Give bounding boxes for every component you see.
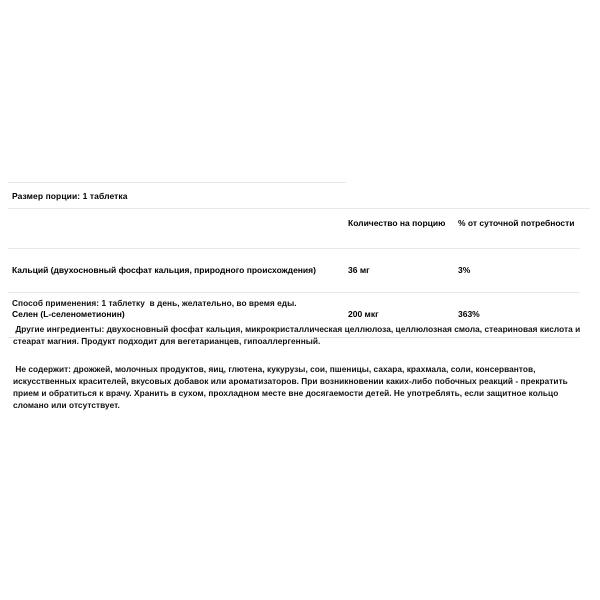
nutrition-table-header (0, 209, 600, 239)
usage-directions-text: Способ применения: 1 таблетку в день, желательно, во время еды. (12, 298, 297, 308)
table-header-row (0, 209, 600, 239)
serving-size-label: Размер порции: 1 таблетка (12, 191, 128, 201)
nutrient-daily-value: 363% (458, 309, 480, 320)
column-header-nutrient (0, 209, 348, 239)
nutrient-name: Селен (L-селенометионин) (12, 309, 125, 320)
free-from-warnings-text: Не содержит: дрожжей, молочных продуктов, яиц, глютена, кукурузы, сои, пшеницы, сахара, крахмала, соли, консервантов, искусственных красителей, вкусовых добавок или ароматизаторов. При возникновении каких-либо побочных реакций - прекратить прием и обратиться к врачу. Хранить в сухом, прохладном месте вне досягаемости детей. Не употреблять, если защитное кольцо сломано или отсутствует. (13, 363, 571, 410)
table-divider-cell (0, 240, 600, 257)
nutrient-amount: 200 мкг (348, 309, 379, 320)
column-header-amount-per-serving: Количество на порцию (348, 218, 446, 229)
nutrient-daily-value: 3% (458, 264, 471, 275)
nutrient-amount: 36 мг (348, 264, 370, 275)
other-ingredients-text: Другие ингредиенты: двухосновный фосфат кальция, микрокристаллическая целлюлоза, целлюлозная смола, стеариновая кислота и стеарат магния. Продукт подходит для вегетарианцев, гипоаллергенный. (13, 323, 583, 346)
notes-section (0, 298, 600, 412)
nutrient-name: Кальций (двухосновный фосфат кальция, природного происхождения) (12, 264, 316, 275)
table-divider-row (0, 240, 600, 257)
divider-line (8, 292, 580, 293)
table-row (0, 257, 600, 284)
column-header-percent-daily-value: % от суточной потребности (458, 218, 575, 229)
divider-line (8, 248, 580, 249)
